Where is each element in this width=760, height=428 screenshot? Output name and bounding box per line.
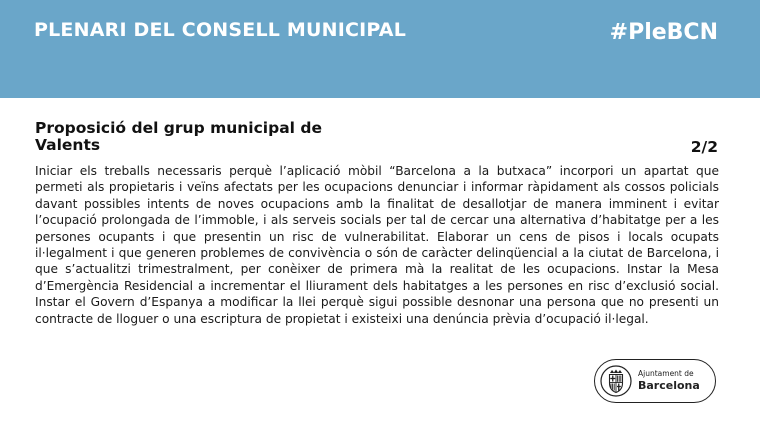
ajuntament-logo	[594, 359, 716, 403]
logo-text-line1: Ajuntament de	[638, 369, 694, 378]
banner-title: PLENARI DEL CONSELL MUNICIPAL	[34, 19, 407, 41]
barcelona-seal-icon	[600, 365, 632, 397]
logo-text-line2: Barcelona	[638, 379, 700, 392]
page-indicator: 2/2	[690, 138, 718, 156]
proposal-heading: Proposició del grup municipal de Valents	[35, 119, 322, 154]
banner-hashtag: #PleBCN	[609, 20, 718, 45]
proposal-body: Iniciar els treballs necessaris perquè l’aplicació mòbil “Barcelona a la butxaca” incorpori un apartat que permeti als propietaris i veïns afectats per les ocupacions denunciar i informar ràpidament als cossos policials davant possibles intents de noves ocupacions amb la finalitat de desallotjar de manera imminent i evitar l’ocupació prolongada de l’immoble, i als serveis socials per tal de cercar una alternativa d’habitatge per a les persones ocupants i que presentin un risc de vulnerabilitat. Elaborar un cens de pisos i locals ocupats il·legalment i que generen problemes de convivència o són de caràcter delinqüencial a la ciutat de Barcelona, i que s’actualitzi trimestralment, per conèixer de primera mà la realitat de les ocupacions. Instar la Mesa d’Emergència Residencial a incrementar el lliurament dels habitatges a les persones en risc d’exclusió social. Instar el Govern d’Espanya a modificar la llei perquè sigui possible desnonar una persona que no presenti un contracte de lloguer o una escriptura de propietat i existeixi una denúncia prèvia d’ocupació il·legal.	[35, 164, 719, 326]
header-banner	[0, 0, 760, 98]
